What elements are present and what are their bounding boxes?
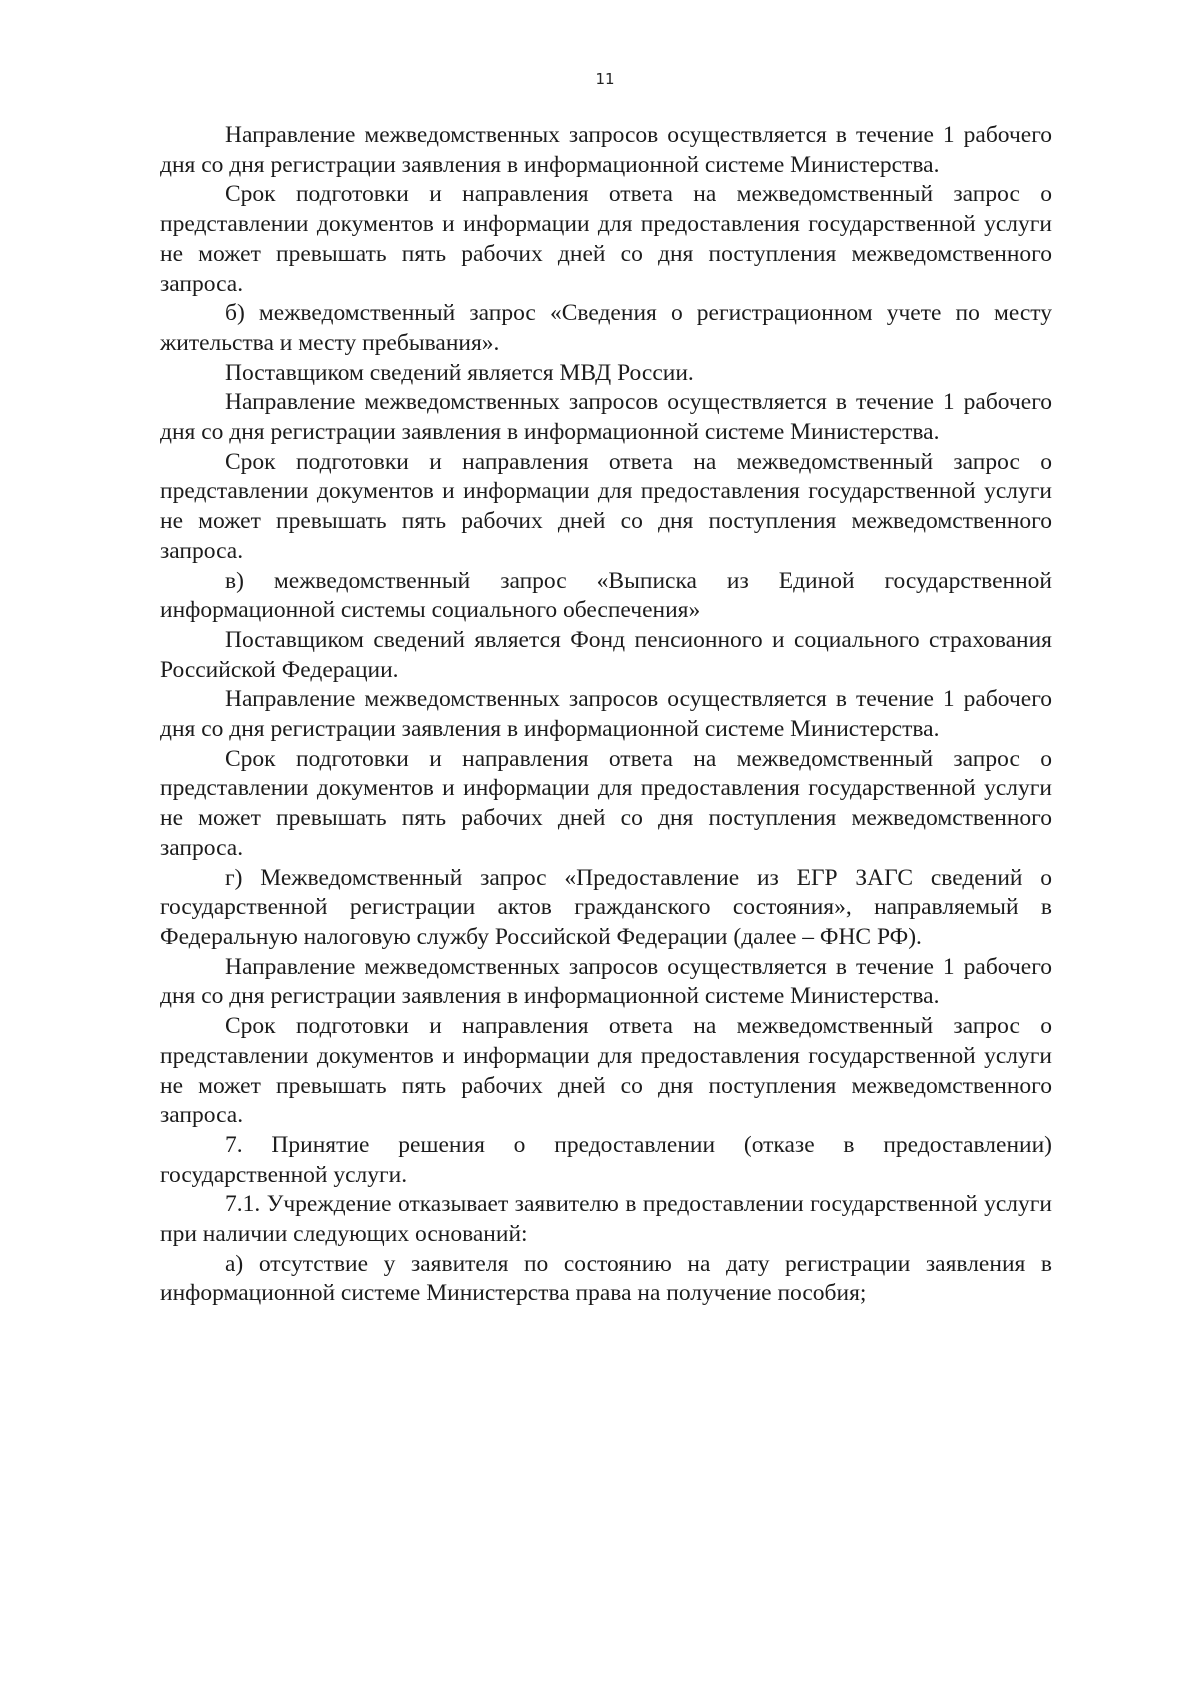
page-number: 11: [595, 70, 615, 88]
paragraph: Срок подготовки и направления ответа на межведомственный запрос о представлении документов и информации для предоставления государственной услуги не может превышать пять рабочих дней со дня поступления межведомственного запроса.: [160, 448, 1052, 564]
paragraph: Срок подготовки и направления ответа на межведомственный запрос о представлении документов и информации для предоставления государственной услуги не может превышать пять рабочих дней со дня поступления межведомственного запроса.: [160, 1013, 1052, 1129]
paragraph: Поставщиком сведений является Фонд пенсионного и социального страхования Российской Федерации.: [160, 626, 1052, 683]
paragraph: Направление межведомственных запросов осуществляется в течение 1 рабочего дня со дня регистрации заявления в информационной системе Министерства.: [160, 122, 1052, 178]
document-body: [160, 121, 1052, 1309]
paragraph: Срок подготовки и направления ответа на межведомственный запрос о представлении документов и информации для предоставления государственной услуги не может превышать пять рабочих дней со дня поступления межведомственного запроса.: [160, 181, 1052, 297]
paragraph: г) Межведомственный запрос «Предоставление из ЕГР ЗАГС сведений о государственной регистрации актов гражданского состояния», направляемый в Федеральную налоговую службу Российской Федерации (далее – ФНС РФ).: [160, 864, 1052, 950]
paragraph: Направление межведомственных запросов осуществляется в течение 1 рабочего дня со дня регистрации заявления в информационной системе Министерства.: [160, 953, 1052, 1010]
paragraph: 7.1. Учреждение отказывает заявителю в предоставлении государственной услуги при наличии следующих оснований:: [160, 1191, 1052, 1248]
paragraph: Поставщиком сведений является МВД России.: [225, 359, 694, 386]
paragraph: 7. Принятие решения о предоставлении (отказе в предоставлении) государственной услуги.: [160, 1131, 1052, 1188]
paragraph: в) межведомственный запрос «Выписка из Единой государственной информационной системы социального обеспечения»: [160, 567, 1052, 624]
paragraph: Направление межведомственных запросов осуществляется в течение 1 рабочего дня со дня регистрации заявления в информационной системе Министерства.: [160, 686, 1052, 743]
paragraph: б) межведомственный запрос «Сведения о регистрационном учете по месту жительства и месту пребывания».: [160, 300, 1052, 356]
paragraph: Направление межведомственных запросов осуществляется в течение 1 рабочего дня со дня регистрации заявления в информационной системе Министерства.: [160, 389, 1052, 446]
paragraph: а) отсутствие у заявителя по состоянию на дату регистрации заявления в информационной системе Министерства права на получение пособия;: [160, 1250, 1052, 1307]
paragraph: Срок подготовки и направления ответа на межведомственный запрос о представлении документов и информации для предоставления государственной услуги не может превышать пять рабочих дней со дня поступления межведомственного запроса.: [160, 745, 1052, 861]
